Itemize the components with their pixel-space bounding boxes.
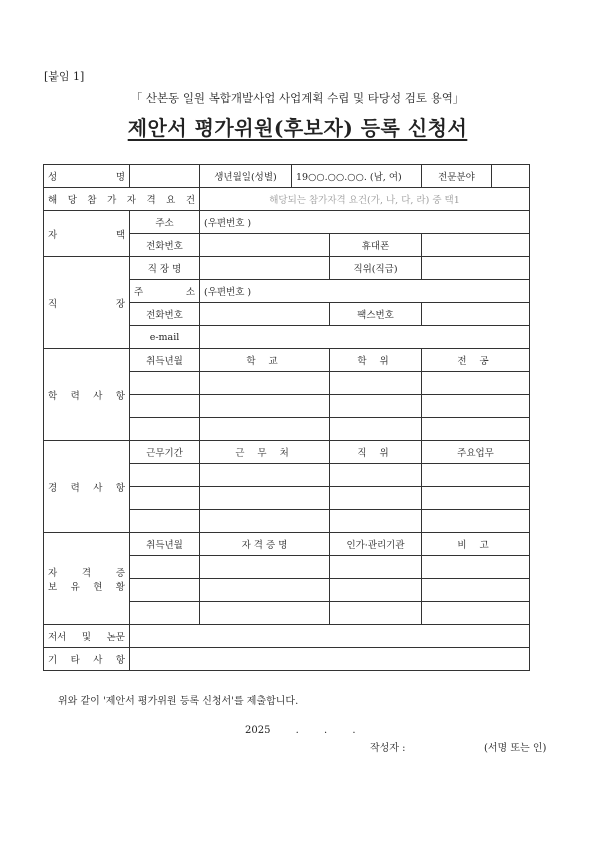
work-phone-label: 전화번호 xyxy=(130,303,200,326)
workplace-label: 직 장 명 xyxy=(130,257,200,280)
edu-header: 학 교 xyxy=(200,349,330,372)
name-label: 성 명 xyxy=(44,165,130,188)
work-address-field[interactable]: (우편번호 ) xyxy=(200,280,530,303)
signature-label[interactable]: (서명 또는 인) xyxy=(484,743,547,754)
submission-date[interactable]: 2025 . . . xyxy=(245,725,356,736)
certificate-label-line1: 자 격 증 xyxy=(48,567,125,579)
education-label: 학 력 사 항 xyxy=(44,349,130,441)
application-form-table xyxy=(43,164,530,671)
submission-statement: 위와 같이 '제안서 평가위원 등록 신청서'를 제출합니다. xyxy=(58,696,299,707)
home-phone-label: 전화번호 xyxy=(130,234,200,257)
cert-header: 비 고 xyxy=(422,533,530,556)
work-label: 직 장 xyxy=(44,257,130,349)
workplace-field[interactable] xyxy=(200,257,330,280)
birth-value[interactable]: 19○○.○○.○○. (남, 여) xyxy=(292,165,422,188)
qualification-hint[interactable]: 해당되는 참가자격 요건(가, 나, 다, 라) 중 택1 xyxy=(200,188,530,211)
name-field[interactable] xyxy=(130,165,200,188)
email-field[interactable] xyxy=(200,326,530,349)
cert-header: 자 격 증 명 xyxy=(200,533,330,556)
career-header: 근 무 처 xyxy=(200,441,330,464)
specialty-field[interactable] xyxy=(492,165,530,188)
fax-label: 팩스번호 xyxy=(330,303,422,326)
author-label: 작성자 : xyxy=(370,743,406,754)
position-field[interactable] xyxy=(422,257,530,280)
home-label: 자 택 xyxy=(44,211,130,257)
career-header: 근무기간 xyxy=(130,441,200,464)
fax-field[interactable] xyxy=(422,303,530,326)
etc-field[interactable] xyxy=(130,648,530,671)
papers-label: 저서 및 논문 xyxy=(44,625,130,648)
edu-header: 전 공 xyxy=(422,349,530,372)
work-address-label: 주 소 xyxy=(130,280,200,303)
project-subtitle: 「 산본동 일원 복합개발사업 사업계획 수립 및 타당성 검토 용역」 xyxy=(130,91,465,105)
cert-header: 인가·관리기관 xyxy=(330,533,422,556)
cert-header: 취득년월 xyxy=(130,533,200,556)
home-address-label: 주소 xyxy=(130,211,200,234)
mobile-field[interactable] xyxy=(422,234,530,257)
edu-header: 취득년월 xyxy=(130,349,200,372)
career-header: 주요업무 xyxy=(422,441,530,464)
attachment-label: [붙임 1] xyxy=(44,70,85,83)
career-header: 직 위 xyxy=(330,441,422,464)
certificate-label xyxy=(44,533,130,625)
edu-header: 학 위 xyxy=(330,349,422,372)
certificate-label-line2: 보 유 현 황 xyxy=(48,581,125,593)
email-label: e-mail xyxy=(130,326,200,349)
mobile-label: 휴대폰 xyxy=(330,234,422,257)
position-label: 직위(직급) xyxy=(330,257,422,280)
etc-label: 기 타 사 항 xyxy=(44,648,130,671)
papers-field[interactable] xyxy=(130,625,530,648)
home-phone-field[interactable] xyxy=(200,234,330,257)
qualification-label: 해 당 참 가 자 격 요 건 xyxy=(44,188,200,211)
specialty-label: 전문분야 xyxy=(422,165,492,188)
birth-label: 생년월일(성별) xyxy=(200,165,292,188)
form-title: 제안서 평가위원(후보자) 등록 신청서 xyxy=(127,116,468,140)
home-address-field[interactable]: (우편번호 ) xyxy=(200,211,530,234)
work-phone-field[interactable] xyxy=(200,303,330,326)
career-label: 경 력 사 항 xyxy=(44,441,130,533)
